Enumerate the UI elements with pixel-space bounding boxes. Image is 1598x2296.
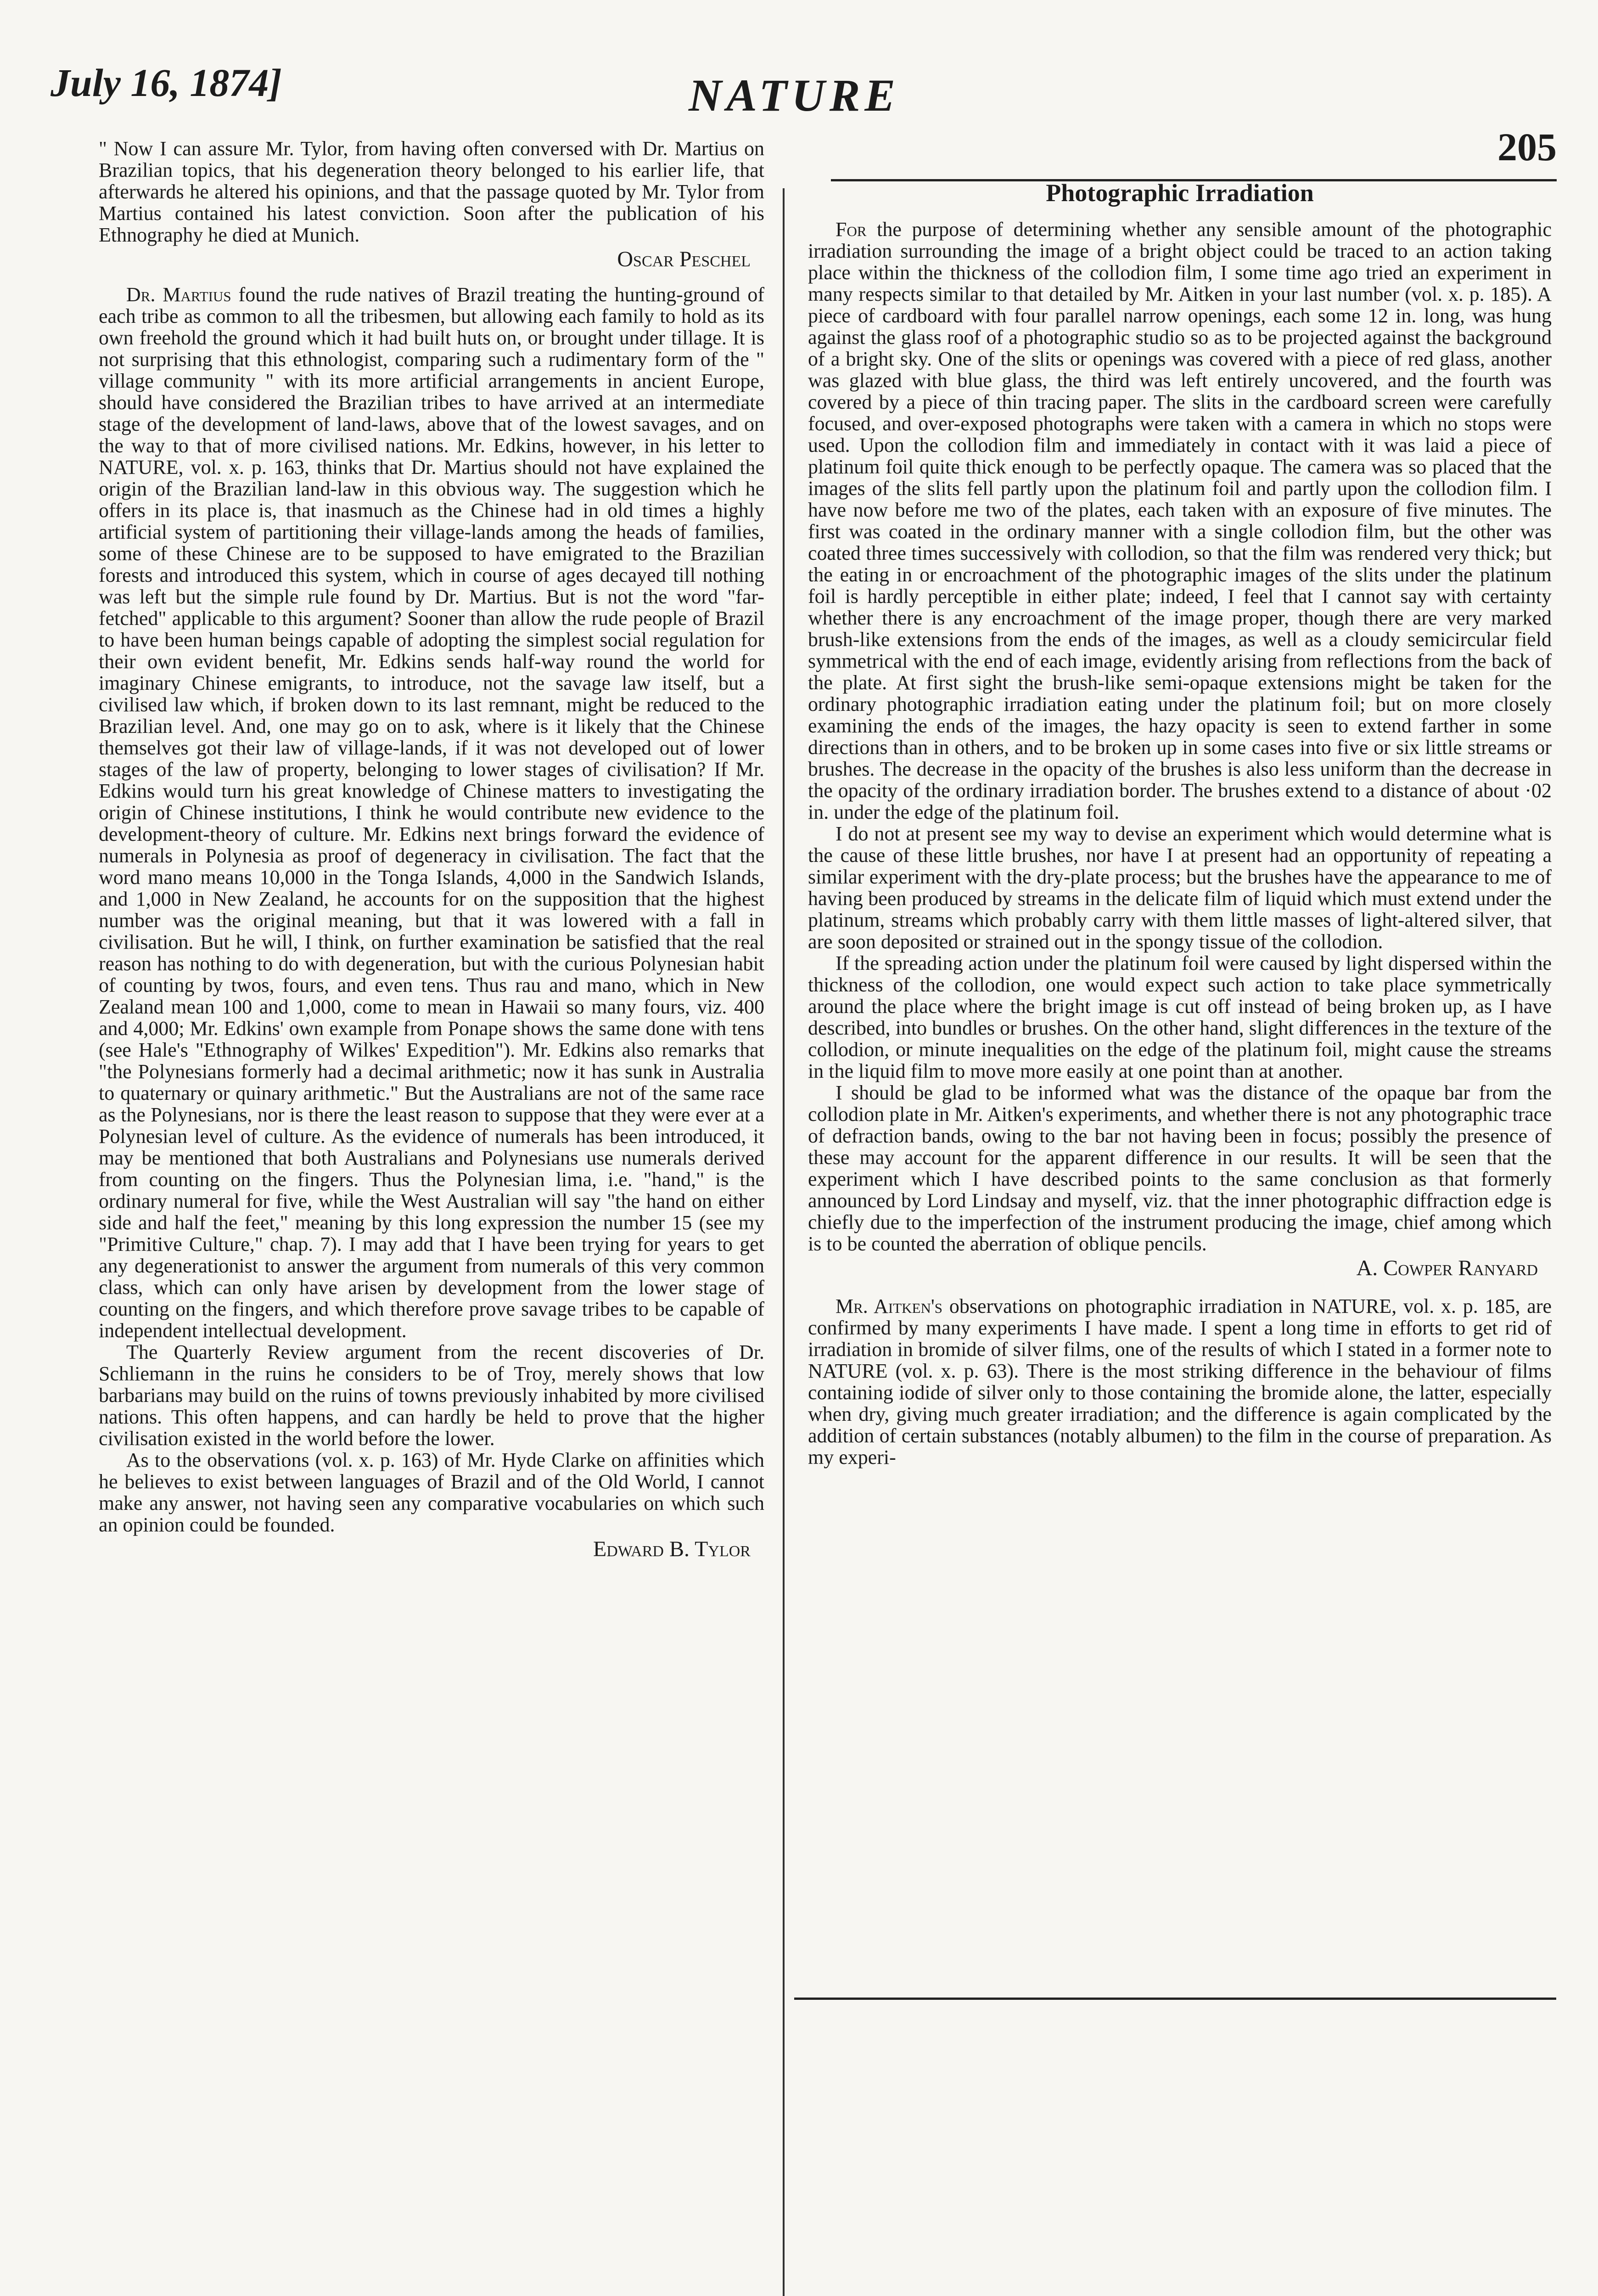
journal-title: NATURE <box>689 70 900 121</box>
article-divider <box>794 1998 1556 2000</box>
irradiation-paragraph-3: If the spreading action under the platinum foil were caused by light dispersed within the thickness of the collodion, one would expect such action to take place symmetrically around the place where the bright image is cut off instead of being broken up, as I have described, into bundles or brushes. On the other hand, slight differences in the texture of the collodion, or minute inequalities on the edge of the platinum foil, might cause the streams in the liquid film to move more easily at one point than at another. <box>808 952 1552 1082</box>
right-column <box>808 174 1552 1468</box>
lead-words: Dr. Martius <box>126 283 231 306</box>
issue-date: July 16, 1874] <box>50 61 282 105</box>
tylor-paragraph-3: As to the observations (vol. x. p. 163) of Mr. Hyde Clarke on affinities which he believes to exist between languages of Brazil and of the Old World, I cannot make any answer, not having seen any comparative vocabularies on which such an opinion could be founded. <box>99 1449 764 1536</box>
column-divider <box>783 188 785 2296</box>
signature-peschel: Oscar Peschel <box>617 247 751 271</box>
paragraph-text: observations on photographic irradiation in NATURE, vol. x. p. 185, are confirmed by many experiments I have made. I spent a long time in efforts to get rid of irradiation in bromide of silver films, one of the results of which I stated in a former note to NATURE (vol. x. p. 63). There is the most striking difference in the behaviour of films containing iodide of silver only to those containing the bromide alone, the latter, especially when dry, giving much greater irradiation; and the difference is again complicated by the addition of certain substances (notably albumen) to the film in the course of preparation. As my experi- <box>808 1295 1552 1469</box>
signature-ranyard: A. Cowper Ranyard <box>1356 1256 1538 1280</box>
page-number: 205 <box>1497 125 1557 169</box>
article-heading: Photographic Irradiation <box>1046 179 1314 207</box>
irradiation-paragraph-2: I do not at present see my way to devise an experiment which would determine what is the cause of these little brushes, nor have I at present had an opportunity of repeating a similar experiment with the dry-plate process; but the brushes have the appearance to me of having been produced by streams in the delicate film of liquid which must extend under the platinum, streams which probably carry with them little masses of light-altered silver, that are soon deposited or strained out in the spongy tissue of the collodion. <box>808 822 1552 953</box>
left-column <box>99 138 764 1574</box>
peschel-quote: " Now I can assure Mr. Tylor, from having often conversed with Dr. Martius on Brazilian topics, that his degeneration theory belonged to his earlier life, that afterwards he altered his opinions, and that the passage quoted by Mr. Tylor from Martius contained his latest conviction. Soon after the publication of his Ethnography he died at Munich. <box>99 137 764 246</box>
aitken-paragraph <box>808 1295 1552 1468</box>
irradiation-paragraph-1 <box>808 219 1552 823</box>
tylor-paragraph-1 <box>99 284 764 1341</box>
signature-tylor: Edward B. Tylor <box>593 1537 751 1561</box>
paragraph-text: found the rude natives of Brazil treating the hunting-ground of each tribe as common to all the tribesmen, but allowing each family to hold as its own freehold the ground which it had built huts on, or brought under tillage. It is not surprising that this ethnologist, comparing such a rudimentary form of the " village community " with its more artificial arrangements in ancient Europe, should have considered the Brazilian tribes to have arrived at an intermediate stage of the development of land-laws, above that of the lowest savages, and on the way to that of more civilised nations. Mr. Edkins, however, in his letter to NATURE, vol. x. p. 163, thinks that Dr. Martius should not have explained the origin of the Brazilian land-law in this obvious way. The suggestion which he offers in its place is, that inasmuch as the Chinese had in old times a highly artificial system of partitioning their village-lands among the heads of families, some of these Chinese are to be supposed to have emigrated to the Brazilian forests and introduced this system, which in course of ages decayed till nothing was left but the simple rule found by Dr. Martius. But is not the word "far-fetched" applicable to this argument? Sooner than allow the rude people of Brazil to have been human beings capable of adopting the simplest social regulation for their own evident benefit, Mr. Edkins sends half-way round the world for imaginary Chinese emigrants, to introduce, not the savage law itself, but a civilised law which, if broken down to its last remnant, might be reduced to the Brazilian level. And, one may go on to ask, where is it likely that the Chinese themselves got their law of village-lands, if it was not developed out of lower stages of the law of property, belonging to lower stages of civilisation? If Mr. Edkins would turn his great knowledge of Chinese matters to investigating the origin of Chinese institutions, I think he would contribute new evidence to the development-theory of culture. Mr. Edkins next brings forward the evidence of numerals in Polynesia as proof of degeneracy in civilisation. The fact that the word mano means 10,000 in the Tonga Islands, 4,000 in the Sandwich Islands, and 1,000 in New Zealand, he accounts for on the supposition that the highest number was the original meaning, but that it was lowered with a fall in civilisation. But he will, I think, on further examination be satisfied that the real reason has nothing to do with degeneration, but with the curious Polynesian habit of counting by twos, fours, and even tens. Thus rau and mano, which in New Zealand mean 100 and 1,000, come to mean in Hawaii so many fours, viz. 400 and 4,000; Mr. Edkins' own example from Ponape shows the same done with tens (see Hale's "Ethnography of Wilkes' Expedition"). Mr. Edkins also remarks that "the Polynesians formerly had a decimal arithmetic; now it has sunk in Australia to quaternary or quinary arithmetic." But the Australians are not of the same race as the Polynesians, nor is there the least reason to suppose that they were ever at a Polynesian level of culture. As the evidence of numerals has been introduced, it may be mentioned that both Australians and Polynesians use numerals derived from counting on the fingers. Thus the Polynesian lima, i.e. "hand," is the ordinary numeral for five, while the West Australian will say "the hand on either side and half the feet," meaning by this long expression the number 15 (see my "Primitive Culture," chap. 7). I may add that I have been trying for years to get any degenerationist to answer the argument from numerals of this very common class, which can only have arisen by development from the lower stage of counting on the fingers, and which therefore prove savage tribes to be capable of independent intellectual development. <box>99 283 764 1342</box>
irradiation-paragraph-4: I should be glad to be informed what was the distance of the opaque bar from the collodion plate in Mr. Aitken's experiments, and whether there is not any photographic trace of defraction bands, owing to the bar not having been in focus; possibly the presence of these may account for the apparent difference in our results. It will be seen that the experiment which I have described points to the same conclusion as that formerly announced by Lord Lindsay and myself, viz. that the inner photographic diffraction edge is chiefly due to the imperfection of the instrument producing the image, chief among which is to be counted the aberration of oblique pencils. <box>808 1081 1552 1255</box>
lead-words: For <box>835 218 867 241</box>
paragraph-text: the purpose of determining whether any sensible amount of the photographic irradiation surrounding the image of a bright object could be traced to an action taking place within the thickness of the collodion film, I some time ago tried an experiment in many respects similar to that detailed by Mr. Aitken in your last number (vol. x. p. 185). A piece of cardboard with four parallel narrow openings, each some 12 in. long, was hung against the glass roof of a photographic studio so as to be projected against the background of a bright sky. One of the slits or openings was covered with a piece of red glass, another was glazed with blue glass, the third was left entirely uncovered, and the fourth was covered by a piece of thin tracing paper. The slits in the cardboard screen were carefully focused, and over-exposed photographs were taken with a camera in which no stops were used. Upon the collodion film and immediately in contact with it was laid a piece of platinum foil quite thick enough to be perfectly opaque. The camera was so placed that the images of the slits fell partly upon the platinum foil and partly upon the collodion film. I have now before me two of the plates, each taken with an exposure of five minutes. The first was coated in the ordinary manner with a single collodion film, but the other was coated three times successively with collodion, so that the film was rendered very thick; but the eating in or encroachment of the photographic images of the slits under the platinum foil is hardly perceptible in either plate; indeed, I feel that I cannot say with certainty whether there is any encroachment of the image proper, though there are very marked brush-like extensions from the ends of the images, as well as a cloudy semicircular field symmetrical with the end of each image, evidently arising from reflections from the back of the plate. At first sight the brush-like semi-opaque extensions might be taken for the ordinary photographic irradiation eating under the platinum foil; but on more closely examining the ends of the images, the hazy opacity is seen to extend farther in some directions than in others, and to be broken up in some cases into five or six little streams or brushes. The decrease in the opacity of the brushes is also less uniform than the decrease in the opacity of the ordinary irradiation border. The brushes extend to a distance of about ·02 in. under the edge of the platinum foil. <box>808 218 1552 823</box>
tylor-paragraph-2: The Quarterly Review argument from the recent discoveries of Dr. Schliemann in the ruins he considers to be of Troy, merely shows that low barbarians may build on the ruins of towns previously inhabited by more civilised nations. This often happens, and can hardly be held to prove that the higher civilisation existed in the world before the lower. <box>99 1341 764 1450</box>
lead-words: Mr. Aitken's <box>835 1295 943 1317</box>
